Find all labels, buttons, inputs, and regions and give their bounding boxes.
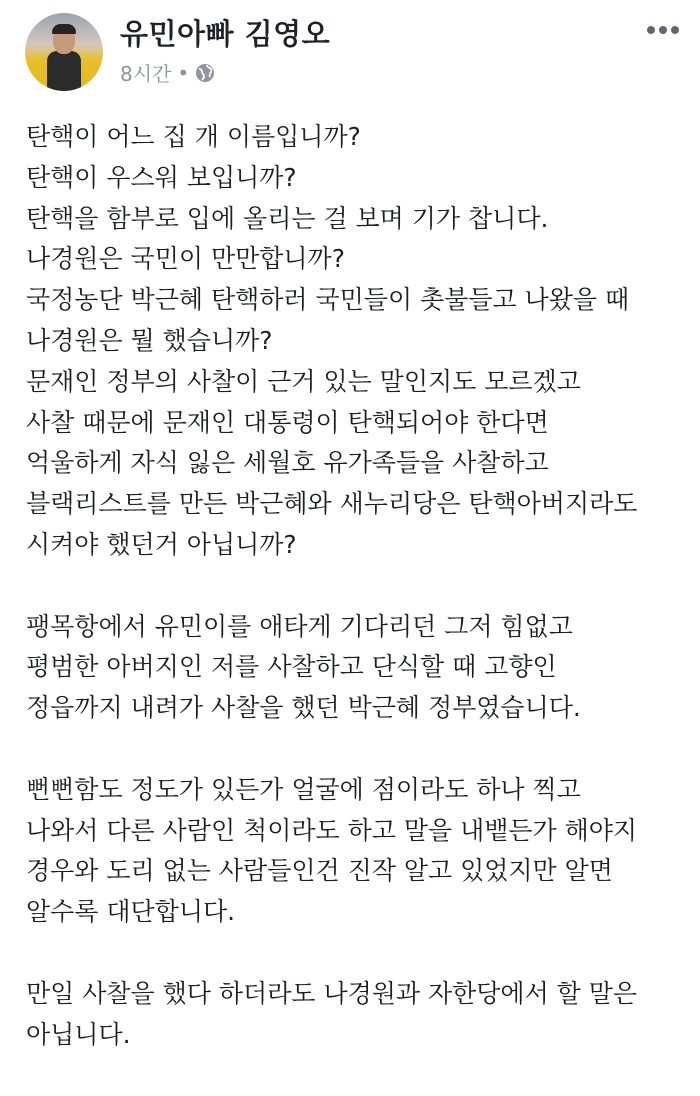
- avatar-hair: [52, 24, 76, 34]
- post-line: 나경원은 국민이 만만합니까?: [26, 244, 345, 274]
- post-line: 탄핵이 어느 집 개 이름입니까?: [26, 122, 361, 151]
- post-line: 시켜야 했던거 아닙니까?: [26, 529, 297, 559]
- post-line: 탄핵을 함부로 입에 올리는 걸 보며 기가 찹니다.: [26, 203, 549, 233]
- post-line: 아닙니다.: [26, 1019, 131, 1049]
- post-line: 경우와 도리 없는 사람들인건 진작 알고 있었지만 알면: [26, 856, 613, 886]
- post-paragraph: [26, 117, 698, 566]
- post-time[interactable]: 8시간: [120, 62, 172, 86]
- meta-separator: •: [177, 60, 190, 85]
- post-paragraph: [26, 770, 698, 933]
- post-line: 평범한 아버지인 저를 사찰하고 단식할 때 고향인: [26, 652, 557, 682]
- post-line: 탄핵이 우스워 보입니까?: [26, 162, 297, 192]
- post-paragraph: [26, 607, 698, 729]
- post-line: 국정농단 박근혜 탄핵하러 국민들이 촛불들고 나왔을 때: [26, 285, 630, 315]
- post-line: 나와서 다른 사람인 척이라도 하고 말을 내뱉든가 해야지: [26, 815, 638, 845]
- post-line: 팽목항에서 유민이를 애타게 기다리던 그저 힘없고: [26, 611, 573, 641]
- post-paragraph: [26, 974, 698, 1056]
- avatar-figure: [47, 51, 81, 91]
- post-line: 만일 사찰을 했다 하더라도 나경원과 자한당에서 할 말은: [26, 978, 638, 1008]
- post-line: 억울하게 자식 잃은 세월호 유가족들을 사찰하고: [26, 448, 549, 478]
- globe-icon[interactable]: [195, 63, 215, 83]
- post-line: 정읍까지 내려가 사찰을 했던 박근혜 정부였습니다.: [26, 693, 581, 723]
- post-line: 사찰 때문에 문재인 대통령이 탄핵되어야 한다면: [26, 407, 549, 437]
- author-name[interactable]: 유민아빠 김영오: [120, 17, 331, 51]
- post-line: 문재인 정부의 사찰이 근거 있는 말인지도 모르겠고: [26, 366, 581, 396]
- post-line: 알수록 대단합니다.: [26, 897, 236, 927]
- post-meta: [120, 58, 215, 87]
- more-icon: [646, 25, 680, 35]
- author-avatar[interactable]: [25, 13, 103, 91]
- post-line: 나경원은 뭘 했습니까?: [26, 325, 273, 355]
- post-line: 블랙리스트를 만든 박근혜와 새누리당은 탄핵아버지라도: [26, 489, 638, 519]
- post-line: 뻔뻔함도 정도가 있든가 얼굴에 점이라도 하나 찍고: [26, 774, 581, 804]
- more-options-button[interactable]: [646, 16, 680, 41]
- post-body: [26, 117, 698, 1096]
